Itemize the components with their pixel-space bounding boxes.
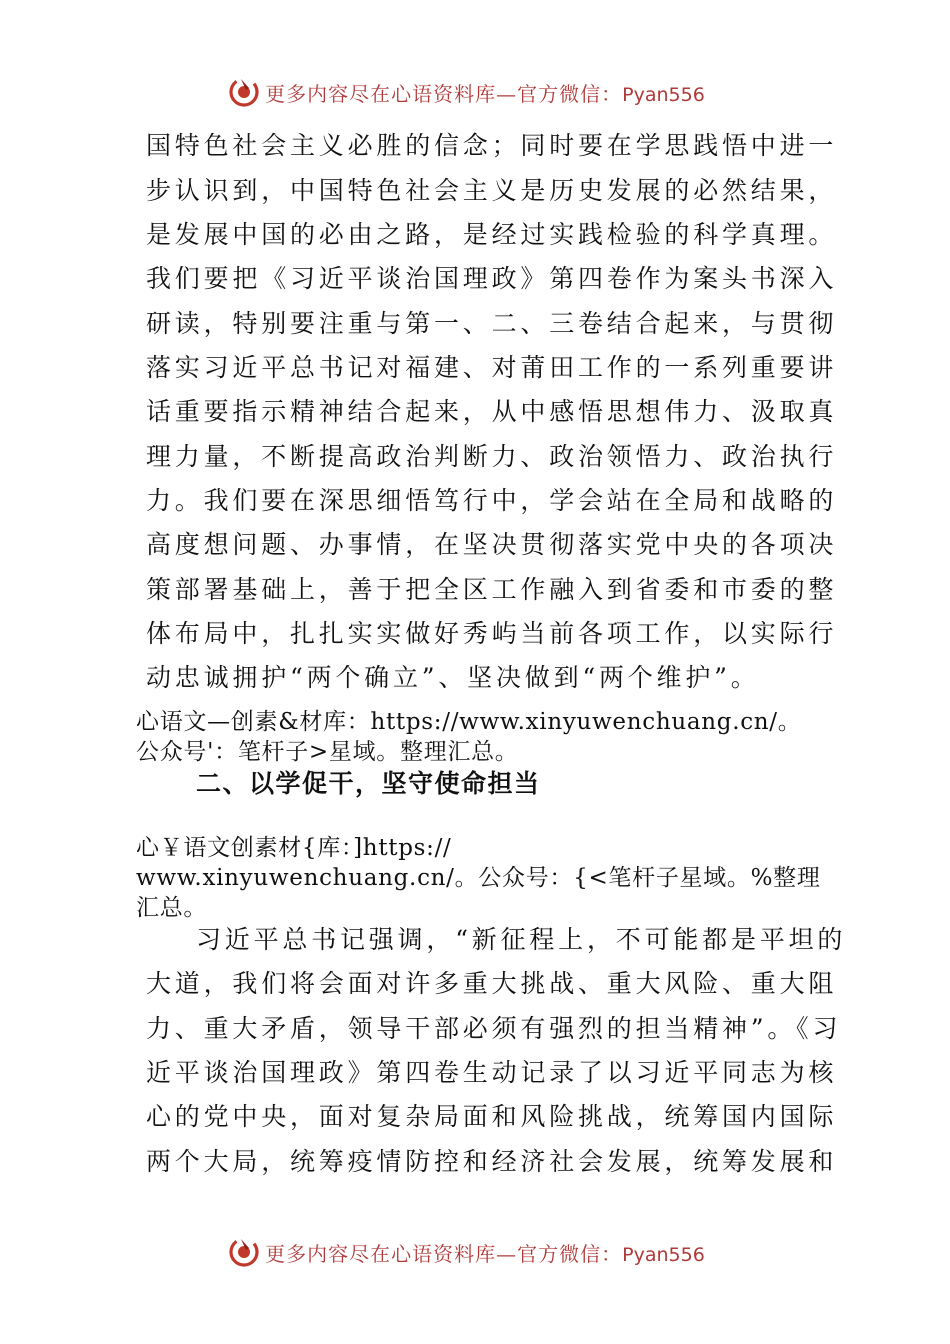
- body-line: 体布局中，扎扎实实做好秀屿当前各项工作，以实际行: [146, 619, 838, 648]
- body-line: 近平谈治国理政》第四卷生动记录了以习近平同志为核: [146, 1058, 838, 1087]
- source-note-line: www.xinyuwenchuang.cn/。公众号：{<笔杆子星域。%整理: [136, 865, 821, 891]
- body-line: 步认识到，中国特色社会主义是历史发展的必然结果，: [146, 176, 838, 205]
- body-line: 国特色社会主义必胜的信念；同时要在学思践悟中进一: [146, 131, 838, 160]
- source-note-line: 汇总。: [136, 895, 208, 921]
- watermark-wechat-id: Pyan556: [622, 1243, 705, 1266]
- body-line: 心的党中央，面对复杂局面和风险挑战，统筹国内国际: [146, 1102, 838, 1131]
- footer-watermark: [0, 1232, 950, 1272]
- watermark-wechat-id: Pyan556: [622, 83, 705, 106]
- body-line: 我们要把《习近平谈治国理政》第四卷作为案头书深入: [146, 264, 838, 293]
- body-line: 高度想问题、办事情，在坚决贯彻落实党中央的各项决: [146, 530, 838, 559]
- watermark-text: 更多内容尽在心语资料库—官方微信：Pyan556: [265, 1241, 705, 1266]
- body-line: 是发展中国的必由之路，是经过实践检验的科学真理。: [146, 220, 838, 249]
- logo-icon: [227, 1235, 261, 1269]
- body-line: 动忠诚拥护“两个确立”、坚决做到“两个维护”。: [146, 663, 760, 692]
- header-watermark: [0, 72, 950, 112]
- source-note-line: 心语文—创素&材库：https://www.xinyuwenchuang.cn/。: [136, 709, 802, 735]
- watermark-text: 更多内容尽在心语资料库—官方微信：Pyan556: [265, 81, 705, 106]
- body-line: 理力量，不断提高政治判断力、政治领悟力、政治执行: [146, 442, 838, 471]
- body-line: 大道，我们将会面对许多重大挑战、重大风险、重大阻: [146, 969, 838, 998]
- body-line: 力。我们要在深思细悟笃行中，学会站在全局和战略的: [146, 486, 838, 515]
- body-line: 落实习近平总书记对福建、对莆田工作的一系列重要讲: [146, 353, 838, 382]
- body-line: 话重要指示精神结合起来，从中感悟思想伟力、汲取真: [146, 397, 838, 426]
- logo-icon: [227, 75, 261, 109]
- body-line: 研读，特别要注重与第一、二、三卷结合起来，与贯彻: [146, 309, 838, 338]
- body-line: 力、重大矛盾，领导干部必须有强烈的担当精神”。《习: [146, 1014, 842, 1043]
- source-note-line: 心￥语文创素材{库：]https://: [136, 835, 452, 861]
- body-line: 习近平总书记强调，“新征程上，不可能都是平坦的: [196, 925, 847, 954]
- section-heading: 二、以学促干，坚守使命担当: [196, 769, 541, 798]
- body-line: 策部署基础上，善于把全区工作融入到省委和市委的整: [146, 575, 838, 604]
- source-note-line: 公众号'：笔杆子>星域。整理汇总。: [136, 739, 519, 765]
- body-line: 两个大局，统筹疫情防控和经济社会发展，统筹发展和: [146, 1147, 838, 1176]
